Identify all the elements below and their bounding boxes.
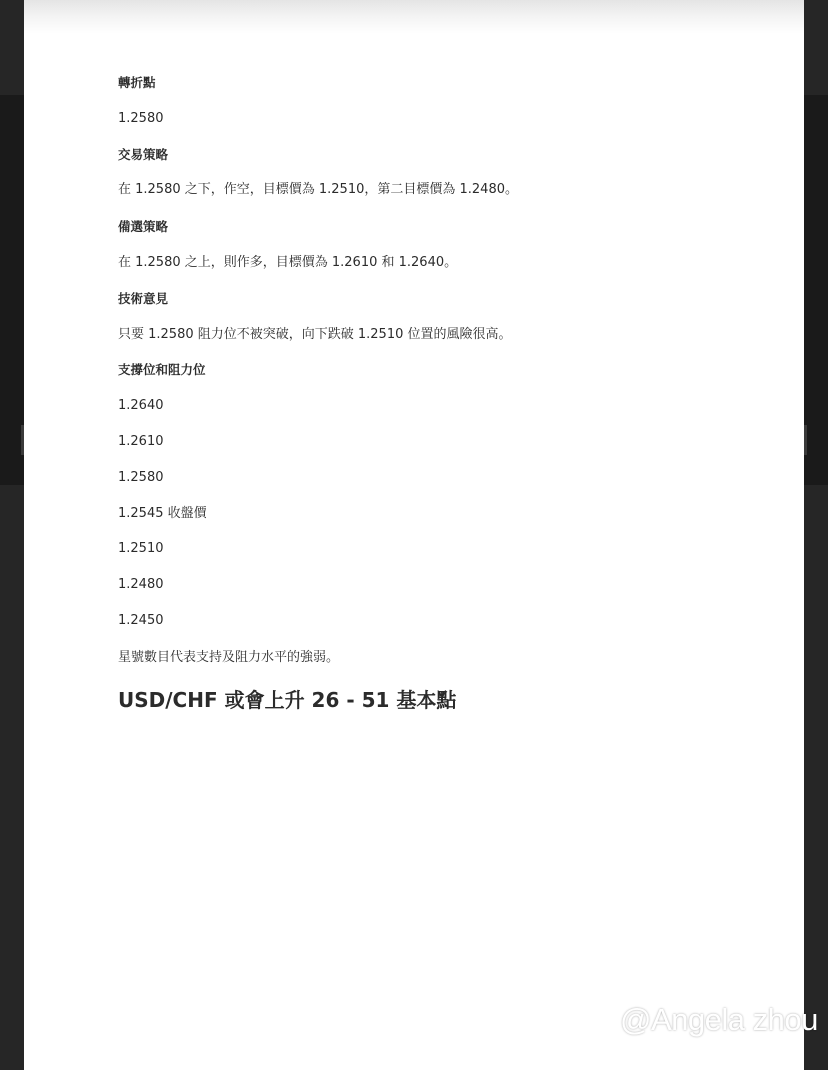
alternative-strategy-text: 在 1.2580 之上，則作多，目標價為 1.2610 和 1.2640。 bbox=[118, 255, 458, 270]
level-item: 1.2450 bbox=[118, 613, 164, 628]
level-item: 1.2580 bbox=[118, 470, 164, 485]
label-support-resistance: 支撐位和阻力位 bbox=[118, 362, 206, 377]
label-trading-strategy: 交易策略 bbox=[118, 147, 169, 162]
label-technical-view: 技術意見 bbox=[118, 291, 169, 306]
right-scroll-handle bbox=[804, 425, 807, 455]
watermark-text: @Angela zhou bbox=[620, 1002, 818, 1037]
zhihu-logo-icon bbox=[588, 1003, 618, 1037]
level-item: 1.2610 bbox=[118, 434, 164, 449]
label-alternative-strategy: 備選策略 bbox=[118, 219, 169, 234]
page-top-shadow bbox=[24, 0, 804, 34]
level-item: 1.2640 bbox=[118, 398, 164, 413]
level-item: 1.2480 bbox=[118, 577, 164, 592]
section-heading: USD/CHF 或會上升 26 - 51 基本點 bbox=[118, 688, 457, 712]
stars-note: 星號數目代表支持及阻力水平的強弱。 bbox=[118, 650, 340, 665]
watermark bbox=[588, 1000, 818, 1040]
level-item-close: 1.2545 收盤價 bbox=[118, 506, 207, 521]
label-pivot-point: 轉折點 bbox=[118, 75, 156, 90]
right-side-panel bbox=[804, 95, 828, 485]
technical-view-text: 只要 1.2580 阻力位不被突破，向下跌破 1.2510 位置的風險很高。 bbox=[118, 327, 512, 342]
pivot-value: 1.2580 bbox=[118, 111, 164, 126]
level-item: 1.2510 bbox=[118, 541, 164, 556]
document-page bbox=[24, 0, 804, 1070]
trading-strategy-text: 在 1.2580 之下，作空，目標價為 1.2510，第二目標價為 1.2480。 bbox=[118, 182, 518, 197]
